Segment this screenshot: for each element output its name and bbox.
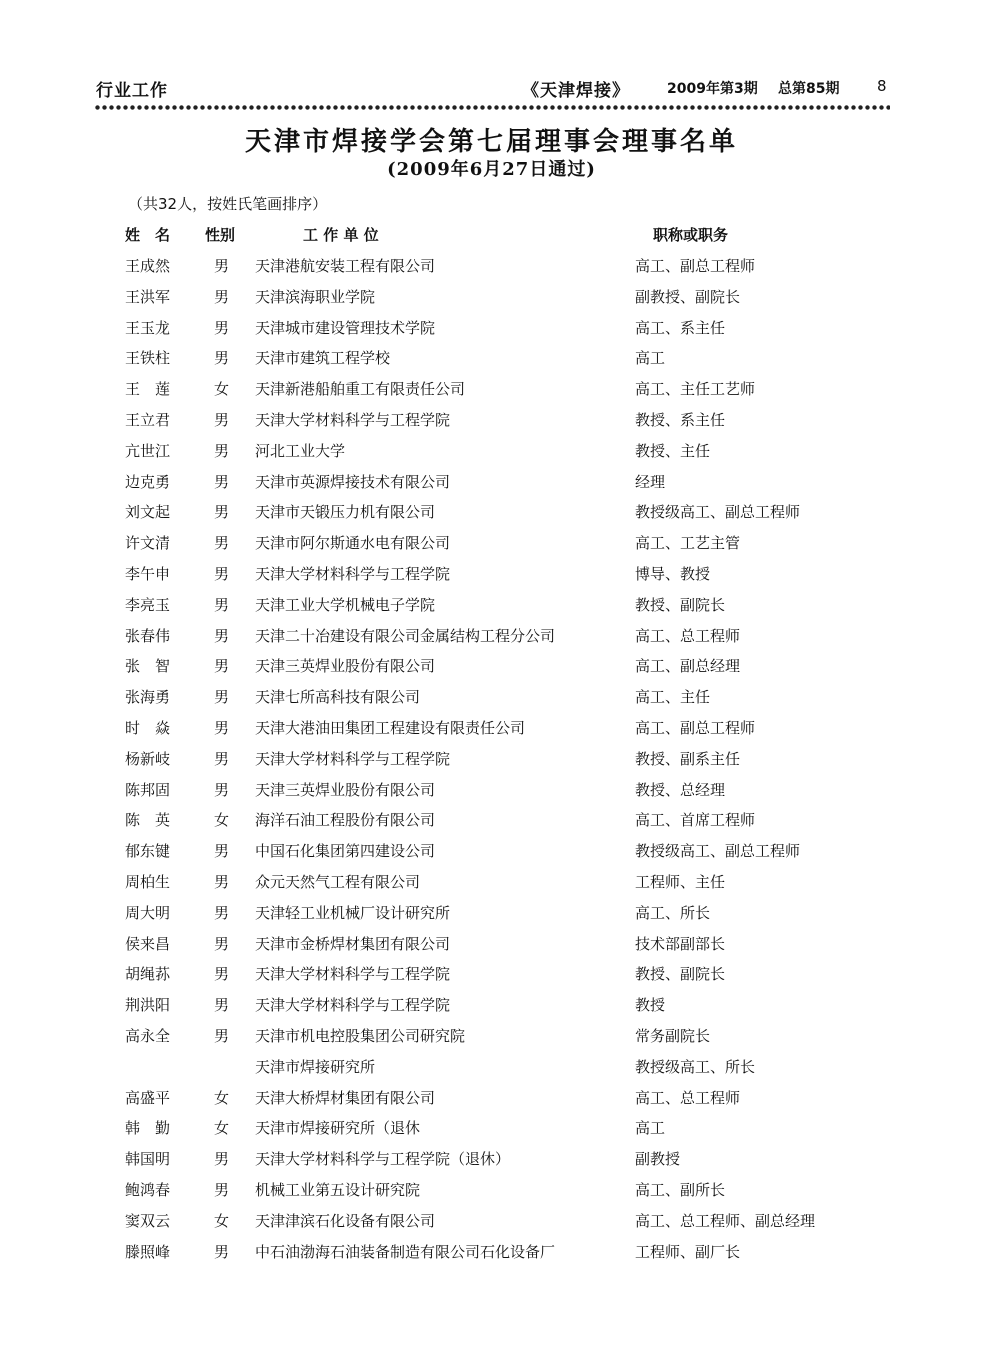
table-row <box>0 963 983 994</box>
member-gender: 女 <box>214 1088 230 1107</box>
member-name: 陈邦固 <box>125 780 171 799</box>
page-number: 8 <box>877 77 887 95</box>
member-unit: 机械工业第五设计研究院 <box>255 1180 421 1199</box>
member-unit: 天津三英焊业股份有限公司 <box>255 657 436 676</box>
member-unit: 天津市天锻压力机有限公司 <box>255 503 436 522</box>
member-name: 王洪军 <box>125 287 171 306</box>
member-table <box>0 255 983 1271</box>
member-gender: 男 <box>214 564 230 583</box>
member-gender: 男 <box>214 410 230 429</box>
member-unit: 中石油渤海石油装备制造有限公司石化设备厂 <box>255 1242 556 1261</box>
member-gender: 女 <box>214 1211 230 1230</box>
member-unit: 众元天然气工程有限公司 <box>255 872 421 891</box>
table-row <box>0 840 983 871</box>
member-position: 高工、副总工程师 <box>635 257 756 275</box>
member-gender: 男 <box>214 718 230 737</box>
member-unit: 天津城市建设管理技术学院 <box>255 318 436 337</box>
member-unit: 天津大学材料科学与工程学院（退休） <box>255 1150 511 1169</box>
column-header-gender: 性别 <box>205 226 236 244</box>
member-position: 教授、副院长 <box>635 595 726 614</box>
member-position: 工程师、副厂长 <box>635 1242 741 1261</box>
table-row <box>0 563 983 594</box>
member-name: 侯来昌 <box>125 934 171 953</box>
table-row <box>0 871 983 902</box>
member-name: 陈 英 <box>125 811 171 830</box>
table-row <box>0 686 983 717</box>
member-gender: 男 <box>214 287 230 306</box>
member-unit: 天津市焊接研究所 <box>255 1057 376 1076</box>
member-name: 王 莲 <box>125 380 171 399</box>
member-position: 高工、主任工艺师 <box>635 380 756 399</box>
member-name: 亢世江 <box>125 441 171 460</box>
document-subtitle: (2009年6月27日通过) <box>387 159 596 180</box>
member-gender: 男 <box>214 996 230 1015</box>
member-unit: 天津大学材料科学与工程学院 <box>255 564 451 583</box>
member-unit: 天津港航安装工程有限公司 <box>255 257 436 275</box>
member-unit: 天津七所高科技有限公司 <box>255 688 421 707</box>
member-unit: 天津市机电控股集团公司研究院 <box>255 1026 466 1045</box>
member-name: 时 焱 <box>125 718 171 737</box>
member-position: 教授级高工、副总工程师 <box>635 842 801 861</box>
table-row <box>0 378 983 409</box>
member-gender: 男 <box>214 903 230 922</box>
member-gender: 男 <box>214 657 230 676</box>
member-unit: 天津市阿尔斯通水电有限公司 <box>255 534 451 553</box>
member-unit: 天津大学材料科学与工程学院 <box>255 965 451 984</box>
table-row <box>0 347 983 378</box>
member-name: 窦双云 <box>125 1211 171 1230</box>
member-name: 刘文起 <box>125 503 171 522</box>
table-row <box>0 625 983 656</box>
table-header <box>0 224 983 246</box>
member-name: 王成然 <box>125 257 171 275</box>
member-position: 副教授、副院长 <box>635 287 741 306</box>
table-row <box>0 655 983 686</box>
member-position: 常务副院长 <box>635 1026 711 1045</box>
member-position: 高工、副总工程师 <box>635 718 756 737</box>
member-position: 教授级高工、所长 <box>635 1057 756 1076</box>
table-row <box>0 1087 983 1118</box>
member-position: 高工、主任 <box>635 688 711 707</box>
member-name: 高盛平 <box>125 1088 171 1107</box>
member-name: 张海勇 <box>125 688 171 707</box>
member-position: 高工、总工程师 <box>635 1088 741 1107</box>
member-position: 工程师、主任 <box>635 872 726 891</box>
member-unit: 天津轻工业机械厂设计研究所 <box>255 903 451 922</box>
member-position: 高工、副所长 <box>635 1180 726 1199</box>
table-row <box>0 1241 983 1272</box>
member-gender: 男 <box>214 534 230 553</box>
table-row <box>0 717 983 748</box>
member-unit: 天津津滨石化设备有限公司 <box>255 1211 436 1230</box>
member-gender: 女 <box>214 380 230 399</box>
member-name: 韩 勤 <box>125 1119 171 1138</box>
member-position: 高工、系主任 <box>635 318 726 337</box>
member-gender: 男 <box>214 1242 230 1261</box>
member-unit: 天津二十冶建设有限公司金属结构工程分公司 <box>255 626 556 645</box>
member-position: 副教授 <box>635 1150 681 1169</box>
table-row <box>0 440 983 471</box>
member-gender: 男 <box>214 842 230 861</box>
table-row <box>0 1117 983 1148</box>
member-gender: 男 <box>214 257 230 275</box>
table-row <box>0 902 983 933</box>
total-issue-number: 总第85期 <box>778 81 840 97</box>
member-name: 鲍鸿春 <box>125 1180 171 1199</box>
table-row <box>0 1179 983 1210</box>
table-row <box>0 1148 983 1179</box>
member-name: 杨新岐 <box>125 749 171 768</box>
member-name: 张春伟 <box>125 626 171 645</box>
table-row <box>0 1210 983 1241</box>
member-gender: 男 <box>214 1026 230 1045</box>
table-row <box>0 532 983 563</box>
table-row <box>0 409 983 440</box>
member-gender: 男 <box>214 688 230 707</box>
table-row <box>0 317 983 348</box>
member-position: 教授级高工、副总工程师 <box>635 503 801 522</box>
member-unit: 天津大学材料科学与工程学院 <box>255 410 451 429</box>
document-title: 天津市焊接学会第七届理事会理事名单 <box>244 127 738 157</box>
member-unit: 天津新港船舶重工有限责任公司 <box>255 380 466 399</box>
member-name: 许文清 <box>125 534 171 553</box>
list-note: （共32人，按姓氏笔画排序） <box>128 195 328 213</box>
member-unit: 天津大学材料科学与工程学院 <box>255 749 451 768</box>
member-name: 周柏生 <box>125 872 171 891</box>
issue-number: 2009年第3期 <box>667 81 758 97</box>
member-position: 技术部副部长 <box>635 934 726 953</box>
table-row <box>0 1056 983 1087</box>
member-gender: 男 <box>214 626 230 645</box>
journal-name: 《天津焊接》 <box>522 81 630 101</box>
member-gender: 男 <box>214 1180 230 1199</box>
member-gender: 男 <box>214 349 230 368</box>
member-unit: 天津市焊接研究所（退休 <box>255 1119 421 1138</box>
member-unit: 天津市建筑工程学校 <box>255 349 391 368</box>
member-name: 韩国明 <box>125 1150 171 1169</box>
column-header-position: 职称或职务 <box>653 226 729 244</box>
member-gender: 女 <box>214 811 230 830</box>
member-name: 周大明 <box>125 903 171 922</box>
member-name: 王立君 <box>125 410 171 429</box>
table-row <box>0 748 983 779</box>
member-name: 荆洪阳 <box>125 996 171 1015</box>
member-gender: 男 <box>214 441 230 460</box>
member-position: 经理 <box>635 472 666 491</box>
member-position: 高工、总工程师 <box>635 626 741 645</box>
member-unit: 中国石化集团第四建设公司 <box>255 842 436 861</box>
table-row <box>0 286 983 317</box>
member-gender: 男 <box>214 595 230 614</box>
member-unit: 天津大学材料科学与工程学院 <box>255 996 451 1015</box>
member-name: 胡绳荪 <box>125 965 171 984</box>
member-name: 郁东键 <box>125 842 171 861</box>
member-name: 王玉龙 <box>125 318 171 337</box>
member-name: 边克勇 <box>125 472 171 491</box>
member-position: 博导、教授 <box>635 564 711 583</box>
member-gender: 男 <box>214 472 230 491</box>
member-name: 高永全 <box>125 1026 171 1045</box>
member-position: 高工、总工程师、副总经理 <box>635 1211 816 1230</box>
section-label: 行业工作 <box>96 81 168 101</box>
member-position: 教授、总经理 <box>635 780 726 799</box>
table-row <box>0 1025 983 1056</box>
member-unit: 天津大桥焊材集团有限公司 <box>255 1088 436 1107</box>
member-gender: 男 <box>214 872 230 891</box>
member-position: 教授 <box>635 996 666 1015</box>
member-name: 张 智 <box>125 657 171 676</box>
header-divider <box>94 104 890 111</box>
member-gender: 男 <box>214 503 230 522</box>
table-row <box>0 501 983 532</box>
table-row <box>0 594 983 625</box>
member-unit: 天津大港油田集团工程建设有限责任公司 <box>255 718 526 737</box>
member-name: 李亮玉 <box>125 595 171 614</box>
member-position: 高工、首席工程师 <box>635 811 756 830</box>
table-row <box>0 471 983 502</box>
member-position: 高工、工艺主管 <box>635 534 741 553</box>
member-gender: 男 <box>214 318 230 337</box>
member-position: 教授、系主任 <box>635 410 726 429</box>
member-unit: 天津市英源焊接技术有限公司 <box>255 472 451 491</box>
member-position: 教授、副系主任 <box>635 749 741 768</box>
table-row <box>0 809 983 840</box>
table-row <box>0 933 983 964</box>
member-unit: 天津三英焊业股份有限公司 <box>255 780 436 799</box>
member-name: 王铁柱 <box>125 349 171 368</box>
member-unit: 天津工业大学机械电子学院 <box>255 595 436 614</box>
member-gender: 男 <box>214 934 230 953</box>
member-name: 滕照峰 <box>125 1242 171 1261</box>
member-name: 李午申 <box>125 564 171 583</box>
member-position: 高工、副总经理 <box>635 657 741 676</box>
column-header-name: 姓 名 <box>125 226 171 244</box>
member-position: 教授、主任 <box>635 441 711 460</box>
member-position: 高工 <box>635 1119 666 1138</box>
member-gender: 女 <box>214 1119 230 1138</box>
member-position: 高工、所长 <box>635 903 711 922</box>
member-unit: 天津滨海职业学院 <box>255 287 376 306</box>
member-position: 高工 <box>635 349 666 368</box>
member-gender: 男 <box>214 1150 230 1169</box>
member-gender: 男 <box>214 749 230 768</box>
member-unit: 海洋石油工程股份有限公司 <box>255 811 436 830</box>
running-header <box>0 76 983 102</box>
table-row <box>0 255 983 286</box>
member-gender: 男 <box>214 780 230 799</box>
member-unit: 天津市金桥焊材集团有限公司 <box>255 934 451 953</box>
table-row <box>0 994 983 1025</box>
member-gender: 男 <box>214 965 230 984</box>
column-header-unit: 工 作 单 位 <box>303 226 379 244</box>
member-position: 教授、副院长 <box>635 965 726 984</box>
member-unit: 河北工业大学 <box>255 441 346 460</box>
table-row <box>0 779 983 810</box>
